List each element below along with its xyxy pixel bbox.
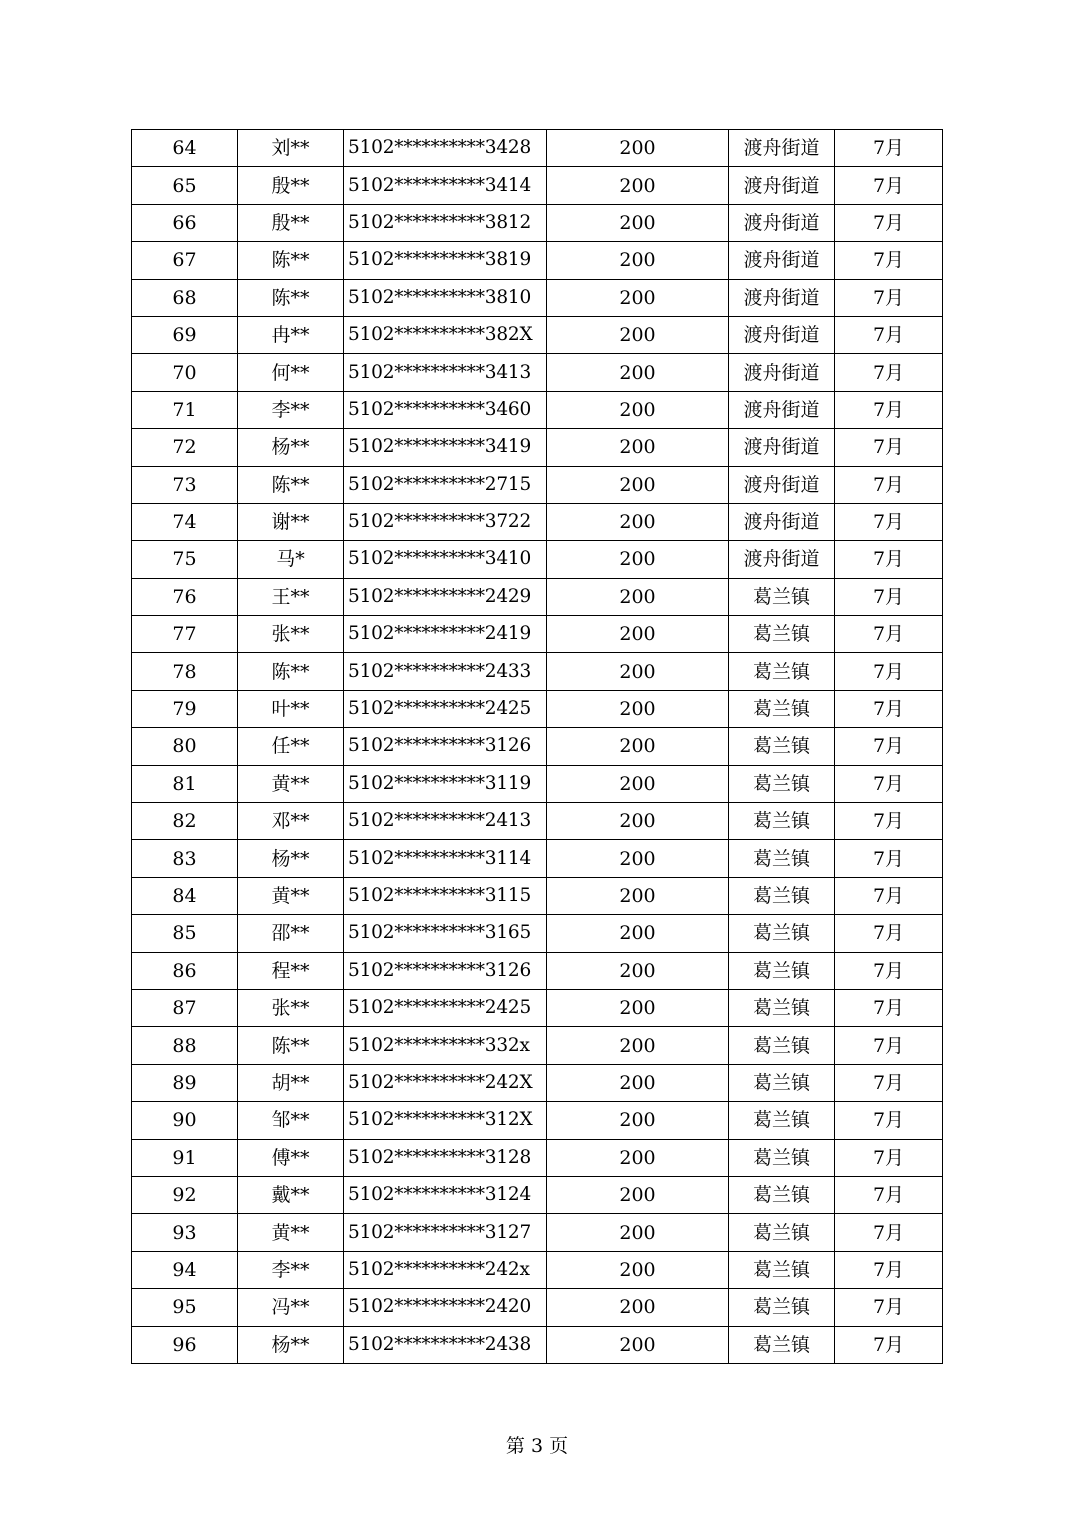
cell-month: 7月 <box>835 877 943 914</box>
cell-name: 陈** <box>238 279 344 316</box>
cell-id-number: 5102**********2429 <box>344 578 547 615</box>
cell-month: 7月 <box>835 1214 943 1251</box>
cell-name: 杨** <box>238 1326 344 1363</box>
cell-name: 李** <box>238 391 344 428</box>
cell-area: 葛兰镇 <box>729 1251 835 1288</box>
cell-no: 79 <box>132 690 238 727</box>
cell-month: 7月 <box>835 952 943 989</box>
cell-month: 7月 <box>835 167 943 204</box>
cell-no: 89 <box>132 1064 238 1101</box>
cell-area: 葛兰镇 <box>729 728 835 765</box>
cell-id-number: 5102**********2420 <box>344 1289 547 1326</box>
cell-amount: 200 <box>547 1139 729 1176</box>
cell-area: 葛兰镇 <box>729 578 835 615</box>
cell-area: 葛兰镇 <box>729 803 835 840</box>
cell-name: 刘** <box>238 130 344 167</box>
cell-name: 陈** <box>238 653 344 690</box>
cell-name: 邹** <box>238 1102 344 1139</box>
table-row <box>132 167 943 204</box>
cell-no: 76 <box>132 578 238 615</box>
cell-amount: 200 <box>547 1251 729 1288</box>
table-row <box>132 653 943 690</box>
cell-id-number: 5102**********2425 <box>344 989 547 1026</box>
cell-id-number: 5102**********2425 <box>344 690 547 727</box>
cell-month: 7月 <box>835 503 943 540</box>
cell-month: 7月 <box>835 541 943 578</box>
cell-id-number: 5102**********242X <box>344 1064 547 1101</box>
cell-name: 邵** <box>238 915 344 952</box>
cell-area: 葛兰镇 <box>729 989 835 1026</box>
cell-no: 80 <box>132 728 238 765</box>
cell-no: 93 <box>132 1214 238 1251</box>
cell-amount: 200 <box>547 204 729 241</box>
cell-no: 75 <box>132 541 238 578</box>
cell-amount: 200 <box>547 1102 729 1139</box>
cell-area: 葛兰镇 <box>729 1289 835 1326</box>
cell-amount: 200 <box>547 765 729 802</box>
table-row <box>132 1176 943 1213</box>
cell-month: 7月 <box>835 765 943 802</box>
cell-area: 葛兰镇 <box>729 1326 835 1363</box>
cell-name: 邓** <box>238 803 344 840</box>
cell-id-number: 5102**********3119 <box>344 765 547 802</box>
cell-month: 7月 <box>835 690 943 727</box>
cell-name: 黄** <box>238 877 344 914</box>
cell-area: 渡舟街道 <box>729 242 835 279</box>
cell-month: 7月 <box>835 1102 943 1139</box>
cell-month: 7月 <box>835 204 943 241</box>
table-row <box>132 1102 943 1139</box>
cell-id-number: 5102**********3114 <box>344 840 547 877</box>
cell-no: 68 <box>132 279 238 316</box>
cell-area: 渡舟街道 <box>729 130 835 167</box>
table-row <box>132 429 943 466</box>
cell-no: 86 <box>132 952 238 989</box>
cell-name: 马* <box>238 541 344 578</box>
cell-amount: 200 <box>547 690 729 727</box>
table-row <box>132 279 943 316</box>
table-row <box>132 989 943 1026</box>
cell-month: 7月 <box>835 466 943 503</box>
table-row <box>132 578 943 615</box>
cell-name: 黄** <box>238 1214 344 1251</box>
cell-no: 66 <box>132 204 238 241</box>
cell-no: 92 <box>132 1176 238 1213</box>
data-table <box>131 129 943 1364</box>
cell-name: 张** <box>238 989 344 1026</box>
cell-name: 陈** <box>238 466 344 503</box>
cell-id-number: 5102**********3128 <box>344 1139 547 1176</box>
cell-area: 葛兰镇 <box>729 690 835 727</box>
cell-month: 7月 <box>835 429 943 466</box>
cell-area: 葛兰镇 <box>729 952 835 989</box>
cell-no: 95 <box>132 1289 238 1326</box>
cell-area: 葛兰镇 <box>729 653 835 690</box>
cell-name: 陈** <box>238 1027 344 1064</box>
cell-id-number: 5102**********3819 <box>344 242 547 279</box>
cell-no: 90 <box>132 1102 238 1139</box>
cell-no: 73 <box>132 466 238 503</box>
cell-amount: 200 <box>547 279 729 316</box>
cell-no: 78 <box>132 653 238 690</box>
cell-id-number: 5102**********3812 <box>344 204 547 241</box>
cell-id-number: 5102**********3165 <box>344 915 547 952</box>
cell-amount: 200 <box>547 728 729 765</box>
cell-id-number: 5102**********332x <box>344 1027 547 1064</box>
cell-month: 7月 <box>835 316 943 353</box>
cell-amount: 200 <box>547 429 729 466</box>
cell-name: 殷** <box>238 167 344 204</box>
cell-amount: 200 <box>547 1064 729 1101</box>
cell-area: 渡舟街道 <box>729 391 835 428</box>
cell-month: 7月 <box>835 728 943 765</box>
cell-id-number: 5102**********242x <box>344 1251 547 1288</box>
cell-name: 戴** <box>238 1176 344 1213</box>
cell-id-number: 5102**********3115 <box>344 877 547 914</box>
page-number: 第 3 页 <box>505 1435 569 1457</box>
cell-amount: 200 <box>547 877 729 914</box>
cell-id-number: 5102**********3460 <box>344 391 547 428</box>
cell-area: 葛兰镇 <box>729 840 835 877</box>
cell-month: 7月 <box>835 616 943 653</box>
cell-area: 渡舟街道 <box>729 541 835 578</box>
cell-id-number: 5102**********2438 <box>344 1326 547 1363</box>
cell-id-number: 5102**********3419 <box>344 429 547 466</box>
cell-month: 7月 <box>835 242 943 279</box>
cell-amount: 200 <box>547 1289 729 1326</box>
cell-amount: 200 <box>547 1027 729 1064</box>
cell-month: 7月 <box>835 578 943 615</box>
cell-amount: 200 <box>547 989 729 1026</box>
cell-id-number: 5102**********3127 <box>344 1214 547 1251</box>
cell-no: 77 <box>132 616 238 653</box>
cell-name: 何** <box>238 354 344 391</box>
cell-month: 7月 <box>835 354 943 391</box>
cell-month: 7月 <box>835 1176 943 1213</box>
cell-id-number: 5102**********3428 <box>344 130 547 167</box>
cell-name: 杨** <box>238 429 344 466</box>
table-row <box>132 1326 943 1363</box>
cell-month: 7月 <box>835 1289 943 1326</box>
cell-area: 渡舟街道 <box>729 429 835 466</box>
cell-no: 74 <box>132 503 238 540</box>
cell-month: 7月 <box>835 279 943 316</box>
table-row <box>132 503 943 540</box>
cell-id-number: 5102**********382X <box>344 316 547 353</box>
cell-id-number: 5102**********2413 <box>344 803 547 840</box>
cell-amount: 200 <box>547 391 729 428</box>
cell-area: 葛兰镇 <box>729 1027 835 1064</box>
cell-name: 傅** <box>238 1139 344 1176</box>
cell-month: 7月 <box>835 391 943 428</box>
cell-no: 87 <box>132 989 238 1026</box>
table-row <box>132 316 943 353</box>
cell-id-number: 5102**********2433 <box>344 653 547 690</box>
cell-amount: 200 <box>547 1176 729 1213</box>
cell-no: 81 <box>132 765 238 802</box>
cell-area: 葛兰镇 <box>729 1064 835 1101</box>
table-row <box>132 541 943 578</box>
cell-area: 葛兰镇 <box>729 1176 835 1213</box>
cell-name: 殷** <box>238 204 344 241</box>
table-body <box>132 130 943 1364</box>
cell-amount: 200 <box>547 167 729 204</box>
table-row <box>132 1214 943 1251</box>
cell-name: 冯** <box>238 1289 344 1326</box>
cell-name: 张** <box>238 616 344 653</box>
cell-id-number: 5102**********3124 <box>344 1176 547 1213</box>
cell-month: 7月 <box>835 1139 943 1176</box>
table-row <box>132 765 943 802</box>
cell-amount: 200 <box>547 541 729 578</box>
cell-name: 黄** <box>238 765 344 802</box>
table-row <box>132 391 943 428</box>
cell-id-number: 5102**********312X <box>344 1102 547 1139</box>
table-row <box>132 354 943 391</box>
cell-month: 7月 <box>835 1251 943 1288</box>
cell-area: 渡舟街道 <box>729 316 835 353</box>
cell-amount: 200 <box>547 503 729 540</box>
table-row <box>132 877 943 914</box>
cell-id-number: 5102**********3413 <box>344 354 547 391</box>
cell-month: 7月 <box>835 1027 943 1064</box>
cell-area: 葛兰镇 <box>729 765 835 802</box>
cell-no: 70 <box>132 354 238 391</box>
table-row <box>132 1064 943 1101</box>
cell-amount: 200 <box>547 840 729 877</box>
cell-month: 7月 <box>835 803 943 840</box>
cell-no: 84 <box>132 877 238 914</box>
cell-id-number: 5102**********3126 <box>344 952 547 989</box>
cell-amount: 200 <box>547 1214 729 1251</box>
cell-no: 94 <box>132 1251 238 1288</box>
table-row <box>132 130 943 167</box>
cell-name: 叶** <box>238 690 344 727</box>
cell-amount: 200 <box>547 354 729 391</box>
cell-month: 7月 <box>835 840 943 877</box>
cell-amount: 200 <box>547 952 729 989</box>
cell-name: 陈** <box>238 242 344 279</box>
cell-name: 杨** <box>238 840 344 877</box>
cell-no: 64 <box>132 130 238 167</box>
cell-no: 67 <box>132 242 238 279</box>
cell-amount: 200 <box>547 616 729 653</box>
table-row <box>132 728 943 765</box>
cell-id-number: 5102**********3810 <box>344 279 547 316</box>
table-row <box>132 915 943 952</box>
table-row <box>132 1251 943 1288</box>
cell-no: 69 <box>132 316 238 353</box>
cell-month: 7月 <box>835 653 943 690</box>
cell-area: 葛兰镇 <box>729 1214 835 1251</box>
cell-name: 胡** <box>238 1064 344 1101</box>
table-row <box>132 840 943 877</box>
cell-area: 渡舟街道 <box>729 279 835 316</box>
cell-area: 渡舟街道 <box>729 503 835 540</box>
cell-name: 谢** <box>238 503 344 540</box>
cell-no: 85 <box>132 915 238 952</box>
table-row <box>132 690 943 727</box>
table-row <box>132 204 943 241</box>
cell-area: 渡舟街道 <box>729 167 835 204</box>
cell-name: 王** <box>238 578 344 615</box>
cell-no: 88 <box>132 1027 238 1064</box>
cell-month: 7月 <box>835 989 943 1026</box>
cell-id-number: 5102**********3126 <box>344 728 547 765</box>
table-row <box>132 1289 943 1326</box>
cell-name: 冉** <box>238 316 344 353</box>
cell-area: 葛兰镇 <box>729 616 835 653</box>
cell-amount: 200 <box>547 130 729 167</box>
table-row <box>132 803 943 840</box>
cell-id-number: 5102**********2419 <box>344 616 547 653</box>
cell-no: 91 <box>132 1139 238 1176</box>
table-row <box>132 242 943 279</box>
table-row <box>132 1027 943 1064</box>
cell-area: 葛兰镇 <box>729 877 835 914</box>
cell-no: 82 <box>132 803 238 840</box>
cell-no: 83 <box>132 840 238 877</box>
cell-no: 96 <box>132 1326 238 1363</box>
cell-id-number: 5102**********3414 <box>344 167 547 204</box>
cell-name: 任** <box>238 728 344 765</box>
cell-amount: 200 <box>547 316 729 353</box>
cell-amount: 200 <box>547 578 729 615</box>
table-row <box>132 952 943 989</box>
cell-area: 葛兰镇 <box>729 1102 835 1139</box>
cell-area: 渡舟街道 <box>729 466 835 503</box>
cell-month: 7月 <box>835 1064 943 1101</box>
cell-month: 7月 <box>835 1326 943 1363</box>
cell-amount: 200 <box>547 803 729 840</box>
cell-area: 葛兰镇 <box>729 915 835 952</box>
cell-area: 渡舟街道 <box>729 354 835 391</box>
cell-amount: 200 <box>547 466 729 503</box>
cell-area: 渡舟街道 <box>729 204 835 241</box>
cell-amount: 200 <box>547 1326 729 1363</box>
cell-no: 71 <box>132 391 238 428</box>
cell-id-number: 5102**********3722 <box>344 503 547 540</box>
table-row <box>132 616 943 653</box>
cell-area: 葛兰镇 <box>729 1139 835 1176</box>
cell-month: 7月 <box>835 130 943 167</box>
cell-name: 程** <box>238 952 344 989</box>
cell-amount: 200 <box>547 242 729 279</box>
cell-amount: 200 <box>547 915 729 952</box>
cell-id-number: 5102**********2715 <box>344 466 547 503</box>
cell-id-number: 5102**********3410 <box>344 541 547 578</box>
cell-no: 72 <box>132 429 238 466</box>
cell-name: 李** <box>238 1251 344 1288</box>
cell-month: 7月 <box>835 915 943 952</box>
table-row <box>132 1139 943 1176</box>
cell-no: 65 <box>132 167 238 204</box>
table-row <box>132 466 943 503</box>
cell-amount: 200 <box>547 653 729 690</box>
